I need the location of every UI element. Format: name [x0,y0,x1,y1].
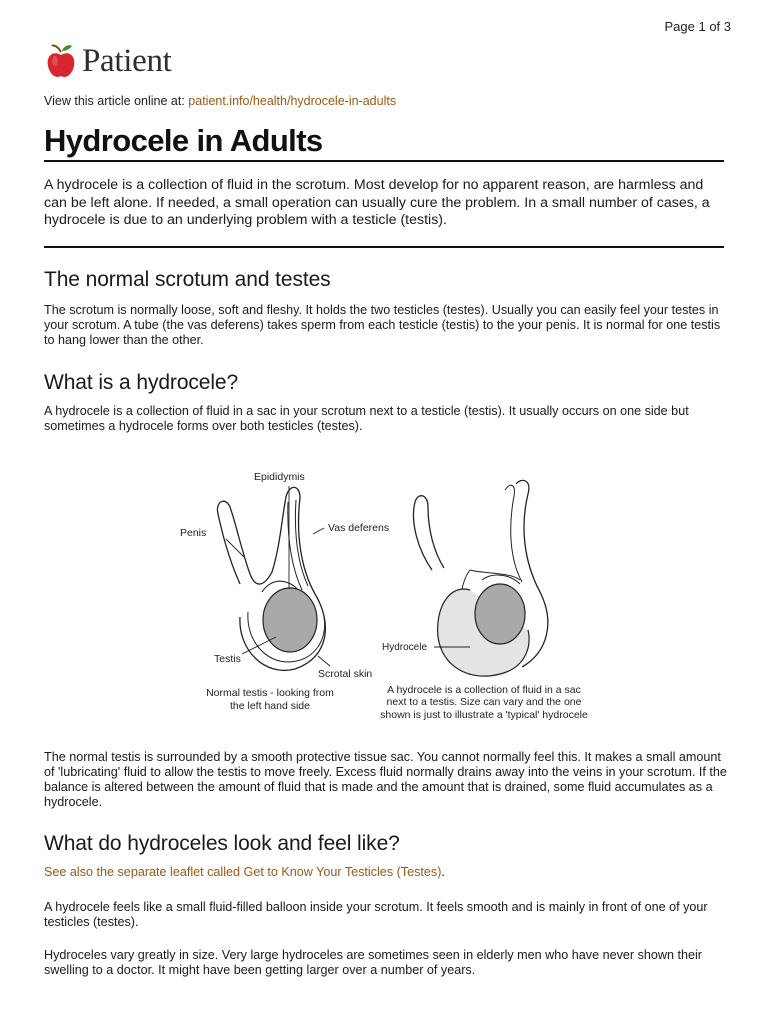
see-also-line [44,865,728,880]
label-hydrocele: Hydrocele [382,642,428,653]
paragraph-size-varies: Hydroceles vary greatly in size. Very large hydroceles are sometimes seen in elderly men who have never shown their swelling to a doctor. It might have been getting larger over a number of years. [44,948,702,977]
caption-left-line-2: the left hand side [230,700,310,712]
intro-paragraph: A hydrocele is a collection of fluid in the scrotum. Most develop for no apparent reason, are harmless and can be left alone. If needed, a small operation can usually cure the problem. In a small number of cases, a hydrocele is due to an underlying problem with a testicle (testis). [44,177,710,228]
patient-logo[interactable] [44,42,172,80]
section-divider [44,246,724,248]
hydrocele-diagram [170,462,610,732]
section-heading-what-is-hydrocele: What is a hydrocele? [44,371,239,394]
normal-testis-illustration [217,487,325,670]
see-also-suffix: . [441,865,445,879]
paragraph-normal-scrotum: The scrotum is normally loose, soft and fleshy. It holds the two testicles (testes). Usually you can easily feel your testes in your scrotum. A tube (the vas deferens) takes sperm from each testicle (testis) to the your penis. It is normal for one testis to hang lower than the other. [44,303,721,347]
article-url-link[interactable]: patient.info/health/hydrocele-in-adults [188,94,397,108]
section-heading-look-and-feel: What do hydroceles look and feel like? [44,832,400,855]
view-online-prefix: View this article online at: [44,94,189,108]
paragraph-what-is-hydrocele: A hydrocele is a collection of fluid in a sac in your scrotum next to a testicle (testis). It usually occurs on one side but sometimes a hydrocele forms over both testicles (testes). [44,404,689,433]
hydrocele-illustration [414,480,548,676]
caption-right-line-2: next to a testis. Size can vary and the one [386,696,582,708]
label-epididymis: Epididymis [254,471,305,483]
label-vas-deferens: Vas deferens [328,522,390,534]
paragraph-feels-like: A hydrocele feels like a small fluid-filled balloon inside your scrotum. It feels smooth and is mainly in front of one of your testicles (testes). [44,900,708,929]
page-title: Hydrocele in Adults [44,122,724,162]
logo-text: Patient [82,42,172,79]
label-penis: Penis [180,527,207,539]
view-online-line [44,94,396,108]
caption-right-line-1: A hydrocele is a collection of fluid in a sac [387,684,581,696]
section-heading-normal-scrotum: The normal scrotum and testes [44,268,331,291]
page-indicator: Page 1 of 3 [664,19,731,34]
see-also-link[interactable]: See also the separate leaflet called Get to Know Your Testicles (Testes) [44,865,442,879]
paragraph-testis-sac: The normal testis is surrounded by a smooth protective tissue sac. You cannot normally feel this. It makes a small amount of 'lubricating' fluid to allow the testis to move freely. Excess fluid normally drains away into the veins in your scrotum. If the balance is altered between the amount of fluid that is made and the amount that is drained, some fluid accumulates as a hydrocele. [44,750,727,809]
apple-icon [44,42,78,80]
caption-left-line-1: Normal testis - looking from [206,687,334,699]
caption-right-line-3: shown is just to illustrate a 'typical' hydrocele [380,709,588,721]
label-scrotal-skin: Scrotal skin [318,668,373,680]
label-testis: Testis [214,653,241,665]
